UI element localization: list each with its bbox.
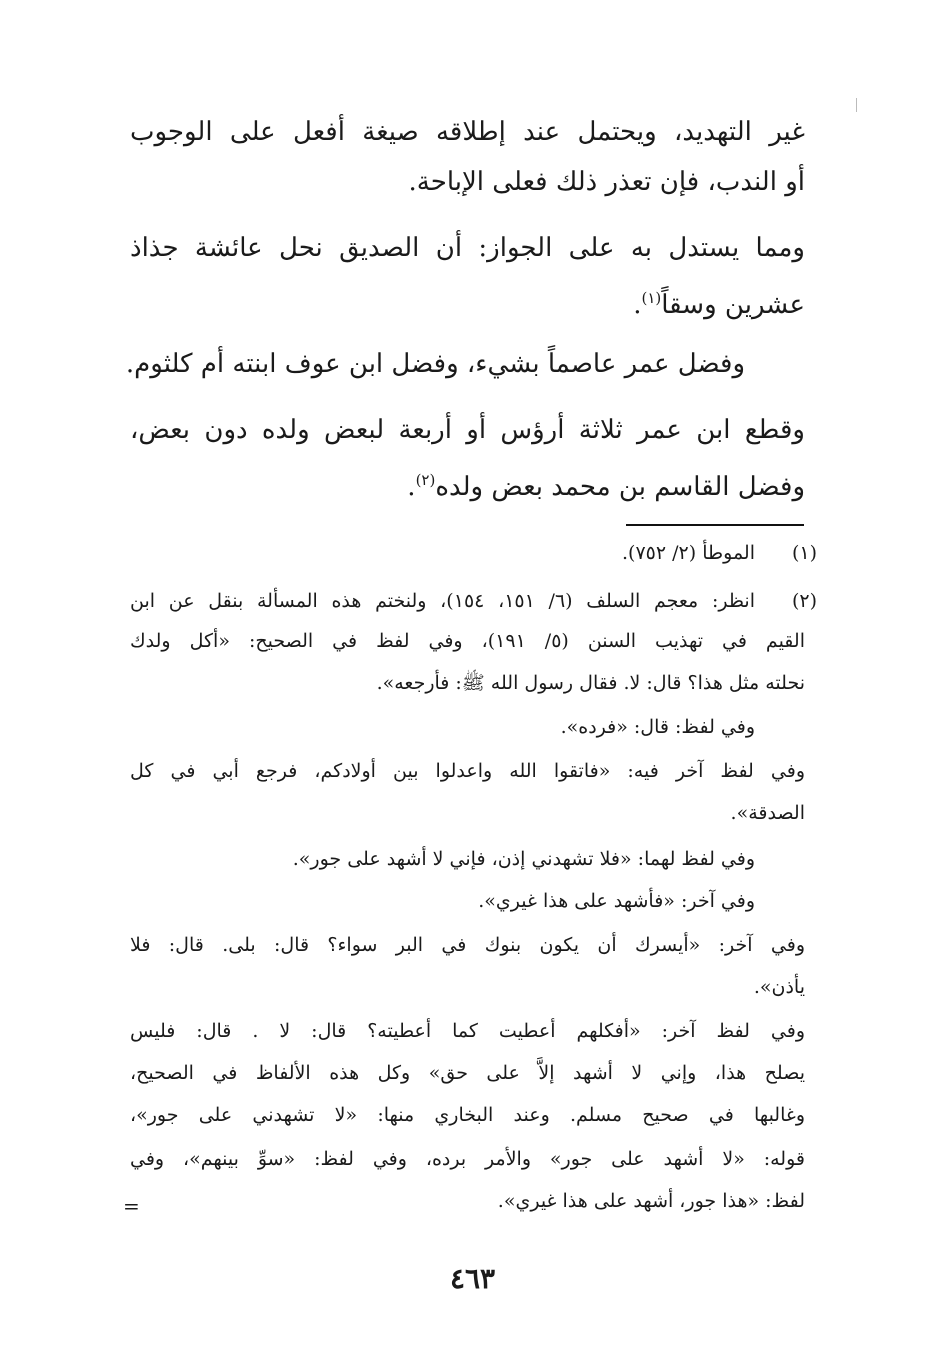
footnote-ref: (٢) <box>415 471 436 489</box>
body-text: عشرين وسقاً <box>661 290 805 320</box>
continuation-mark: = <box>123 1194 140 1218</box>
footnote-line: لفظ: «هذا جور، أشهد على هذا غيري». <box>497 1190 805 1212</box>
body-line: وقطع ابن عمر ثلاثة أرؤس أو أربعة لبعض ولده دون بعض، <box>130 415 805 445</box>
footnote-line: وفي لفظ: قال: «فرده». <box>560 716 755 738</box>
footnote-line: وفي لفظ آخر: «أفكلهم أعطيت كما أعطيته؟ قال: لا . قال: فليس <box>130 1020 805 1042</box>
footnote-line: نحلته مثل هذا؟ قال: لا. فقال رسول الله ﷺ: فأرجعه». <box>376 672 805 694</box>
scan-mark <box>856 98 857 112</box>
page-number: ٤٦٣ <box>449 1262 496 1295</box>
footnote-line: يأذن». <box>753 976 805 998</box>
body-text: . <box>407 472 416 502</box>
footnote-marker: (٢) <box>791 590 817 612</box>
footnote-line: وفي لفظ لهما: «فلا تشهدني إذن، فإني لا أشهد على جور». <box>292 848 755 870</box>
footnote-line: وفي آخر: «فأشهد على هذا غيري». <box>478 890 755 912</box>
footnote-text: الموطأ (٢/ ٧٥٢). <box>622 542 755 564</box>
footnote-line: وفي لفظ آخر فيه: «فاتقوا الله واعدلوا بين أولادكم، فرجع أبي في كل <box>130 760 805 782</box>
footnote-marker: (١) <box>791 542 817 564</box>
body-line: غير التهديد، ويحتمل عند إطلاقه صيغة أفعل على الوجوب <box>130 117 805 147</box>
footnote-ref: (١) <box>641 289 662 307</box>
footnote-line: يصلح هذا، وإني لا أشهد إلاَّ على حق» وكل هذه الألفاظ في الصحيح، <box>130 1062 805 1084</box>
footnote-line: قوله: «لا أشهد على جور» والأمر برده، وفي لفظ: «سوِّ بينهم»، وفي <box>130 1148 805 1170</box>
footnote-line: الصدقة». <box>730 802 805 824</box>
body-line: وفضل عمر عاصماً بشيء، وفضل ابن عوف ابنته أم كلثوم. <box>125 349 745 379</box>
footnote-line: وغالبها في صحيح مسلم. وعند البخاري منها: «لا تشهدني على جور»، <box>130 1104 805 1126</box>
footnote-line: القيم في تهذيب السنن (٥/ ١٩١)، وفي لفظ في الصحيح: «أكل ولدك <box>130 630 805 652</box>
body-line: أو الندب، فإن تعذر ذلك فعلى الإباحة. <box>408 167 805 197</box>
body-text: وفضل القاسم بن محمد بعض ولده <box>435 472 805 502</box>
footnote-line: وفي آخر: «أيسرك أن يكون بنوك في البر سواء؟ قال: بلى. قال: فلا <box>130 934 805 956</box>
body-line: ومما يستدل به على الجواز: أن الصديق نحل عائشة جذاذ <box>130 233 805 263</box>
footnote-separator <box>626 524 804 526</box>
footnote-line: انظر: معجم السلف (٦/ ١٥١، ١٥٤)، ولنختم هذه المسألة بنقل عن ابن <box>130 590 755 612</box>
body-line <box>130 460 805 507</box>
body-line <box>130 278 805 325</box>
body-text: . <box>633 290 642 320</box>
